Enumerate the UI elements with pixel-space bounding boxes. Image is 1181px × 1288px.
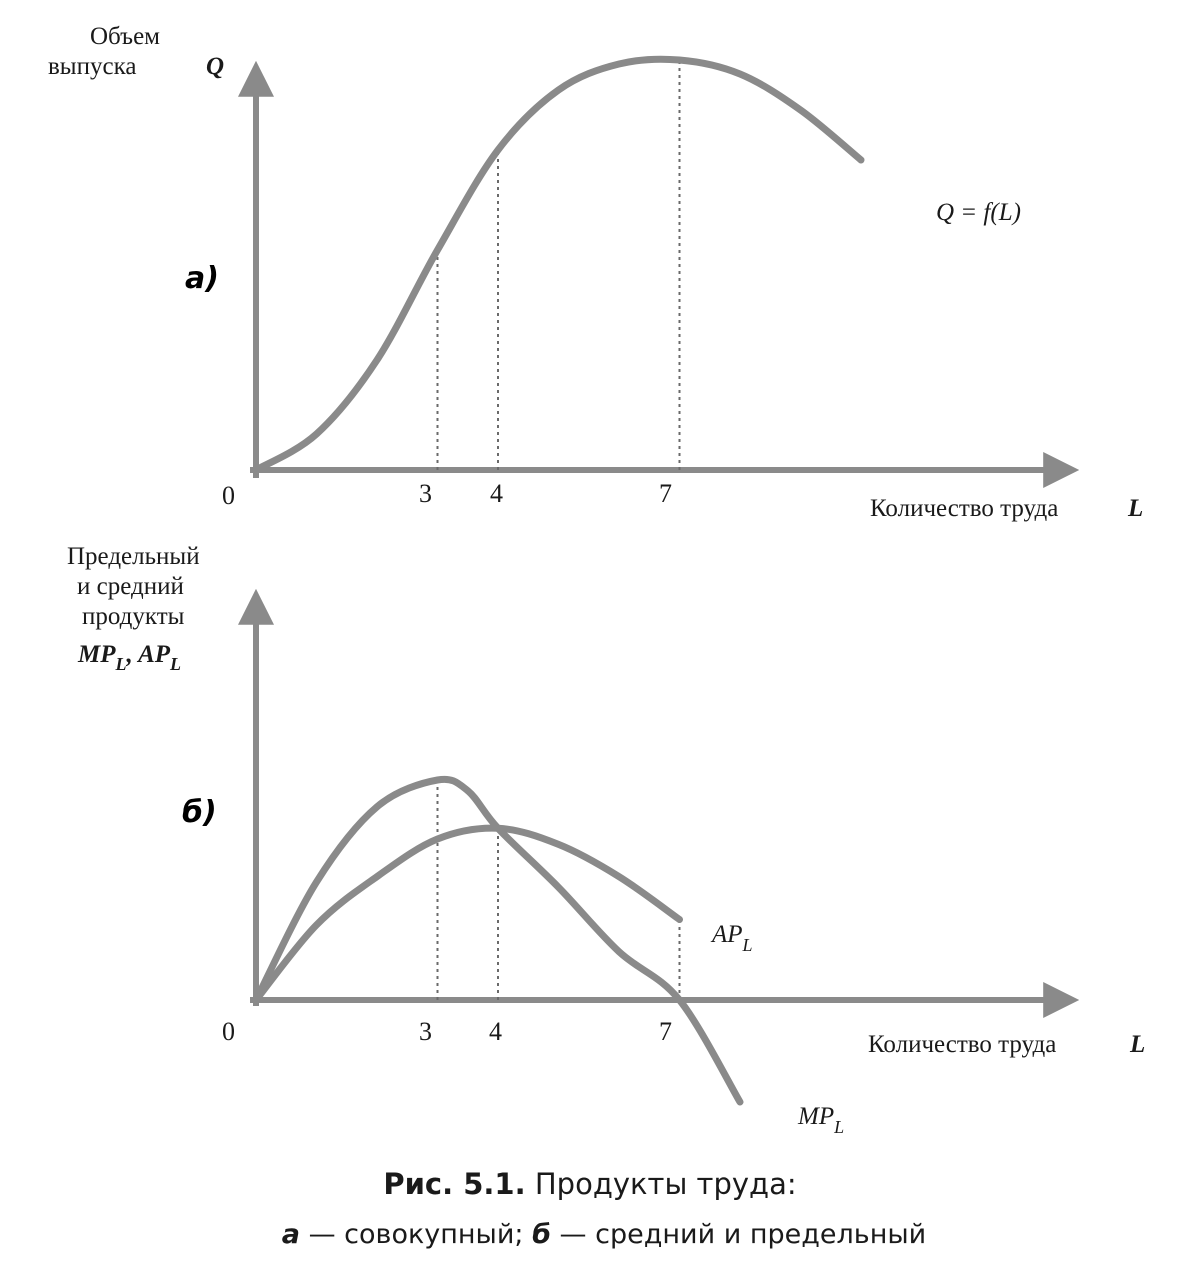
caption-title: Продукты труда: [534, 1167, 797, 1201]
panel-b-xtick-3: 3 [419, 1017, 432, 1046]
panel-b-xtick-7: 7 [659, 1017, 672, 1046]
panel-a-label: а) [185, 261, 219, 296]
panel-b-ylabel-line2: и средний [77, 573, 184, 600]
symbol-separator: , [126, 641, 133, 668]
panel-a-guides [438, 60, 680, 470]
figure-caption [282, 1167, 926, 1250]
panel-a-origin-label: 0 [222, 481, 235, 510]
mp-symbol: MP [78, 641, 116, 668]
caption-key-b: б [532, 1219, 551, 1250]
mp-symbol-sub: L [115, 654, 127, 674]
panel-a-ylabel-line2: выпуска [48, 53, 137, 80]
panel-b-xlabel: Количество труда [868, 1031, 1057, 1058]
caption-line1 [383, 1167, 796, 1201]
panel-b-xlabel-symbol: L [1130, 1031, 1146, 1058]
panel-b-label: б) [182, 795, 217, 830]
panel-a-xtick-3: 3 [419, 479, 432, 508]
marginal-product-curve [256, 779, 740, 1102]
panel-a-xtick-4: 4 [490, 479, 503, 508]
marginal-product-curve-label: $MP_L$ [798, 1103, 845, 1137]
panel-b-xtick-4: 4 [489, 1017, 502, 1046]
ap-symbol-sub: L [170, 654, 182, 674]
panel-b-origin-label: 0 [222, 1017, 235, 1046]
caption-key-a: а [281, 1219, 300, 1250]
total-product-curve-label: Q = f(L) [936, 199, 1021, 226]
panel-a-xtick-7: 7 [659, 479, 672, 508]
panel-a-xlabel: Количество труда [870, 495, 1059, 522]
panel-b-ylabel-line1: Предельный [67, 543, 200, 570]
average-product-curve-label: $AP_L$ [712, 921, 753, 955]
panel-b-ylabel-line3: продукты [82, 603, 185, 630]
panel-a-ylabel-symbol: Q [206, 53, 225, 80]
caption-text-b: — средний и предельный [550, 1219, 927, 1250]
average-product-curve [256, 828, 680, 1000]
panel-b [67, 543, 1145, 1137]
caption-prefix: Рис. 5.1. [383, 1167, 526, 1201]
total-product-curve [256, 59, 861, 470]
caption-line2 [282, 1219, 926, 1250]
ap-symbol: AP [138, 641, 171, 668]
panel-a-xlabel-symbol: L [1128, 495, 1144, 522]
caption-text-a: — совокупный; [300, 1219, 533, 1250]
panel-a [48, 23, 1143, 522]
panel-a-ylabel-line1: Объем [90, 23, 160, 50]
panel-b-ylabel-symbols [77, 641, 181, 674]
